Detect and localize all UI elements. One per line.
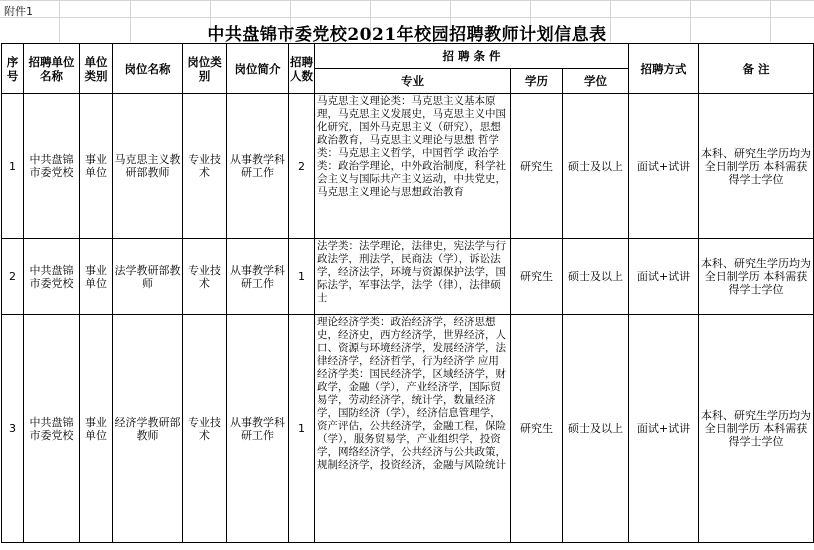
cell-degree: 硕士及以上 [563, 94, 629, 239]
cell-seq: 1 [2, 94, 24, 239]
header-post-name: 岗位名称 [113, 44, 183, 94]
cell-post-name: 经济学教研部教师 [113, 315, 183, 543]
cell-education: 研究生 [511, 315, 563, 543]
cell-major: 理论经济学类：政治经济学，经济思想史，经济史，西方经济学，世界经济，人口、资源与环境经济学，发展经济学，法律经济学，经济哲学，行为经济学 应用经济学类：国民经济学，区域经济学，财政学，金融（学），产业经济学，国际贸易学，劳动经济学，统计学，数量经济学，国防经济（学），经济信息管理学，资产评估，公共经济学，金融工程，保险（学），服务贸易学，产业组织学，投资学，网络经济学，公共经济与公共政策，规制经济学，投资经济，金融与风险统计 [315, 315, 511, 543]
header-major: 专业 [315, 69, 511, 94]
cell-degree: 硕士及以上 [563, 315, 629, 543]
cell-count: 1 [289, 239, 315, 315]
gridline [0, 0, 814, 1]
cell-post-intro: 从事教学科研工作 [227, 94, 289, 239]
header-remark: 备 注 [699, 44, 814, 94]
cell-count: 1 [289, 315, 315, 543]
header-unit-type: 单位类别 [80, 44, 113, 94]
cell-method: 面试+试讲 [629, 94, 699, 239]
attachment-label: 附件1 [4, 5, 33, 18]
header-method: 招聘方式 [629, 44, 699, 94]
cell-unit: 中共盘锦市委党校 [24, 239, 80, 315]
cell-post-type: 专业技术 [183, 315, 227, 543]
cell-unit: 中共盘锦市委党校 [24, 315, 80, 543]
cell-education: 研究生 [511, 239, 563, 315]
cell-seq: 3 [2, 315, 24, 543]
cell-post-type: 专业技术 [183, 239, 227, 315]
header-conditions: 招 聘 条 件 [315, 44, 629, 69]
cell-degree: 硕士及以上 [563, 239, 629, 315]
cell-seq: 2 [2, 239, 24, 315]
cell-unit-type: 事业单位 [80, 239, 113, 315]
page-title: 中共盘锦市委党校2021年校园招聘教师计划信息表 [207, 25, 607, 45]
table-row [2, 94, 814, 239]
cell-education: 研究生 [511, 94, 563, 239]
gridline [0, 17, 814, 18]
cell-post-intro: 从事教学科研工作 [227, 315, 289, 543]
cell-unit-type: 事业单位 [80, 94, 113, 239]
cell-count: 2 [289, 94, 315, 239]
header-post-type: 岗位类别 [183, 44, 227, 94]
recruitment-table [1, 43, 814, 543]
header-seq: 序号 [2, 44, 24, 94]
cell-unit: 中共盘锦市委党校 [24, 94, 80, 239]
cell-post-name: 马克思主义教研部教师 [113, 94, 183, 239]
cell-method: 面试+试讲 [629, 239, 699, 315]
header-unit: 招聘单位名称 [24, 44, 80, 94]
header-count: 招聘人数 [289, 44, 315, 94]
cell-post-intro: 从事教学科研工作 [227, 239, 289, 315]
cell-post-name: 法学教研部教师 [113, 239, 183, 315]
header-post-intro: 岗位简介 [227, 44, 289, 94]
cell-remark: 本科、研究生学历均为全日制学历 本科需获得学士学位 [699, 94, 814, 239]
table-row [2, 315, 814, 543]
header-education: 学历 [511, 69, 563, 94]
cell-major: 法学类：法学理论，法律史，宪法学与行政法学，刑法学，民商法（学），诉讼法学，经济法学，环境与资源保护法学，国际法学，军事法学，法学（律），法律硕士 [315, 239, 511, 315]
cell-major: 马克思主义理论类：马克思主义基本原理，马克思主义发展史，马克思主义中国化研究，国外马克思主义（研究），思想政治教育，马克思主义理论与思想 哲学类：马克思主义哲学，中国哲学 政治学类：政治学理论，中外政治制度，科学社会主义与国际共产主义运动，中共党史，马克思主义理论与思想政治教育 [315, 94, 511, 239]
cell-unit-type: 事业单位 [80, 315, 113, 543]
header-degree: 学位 [563, 69, 629, 94]
cell-remark: 本科、研究生学历均为全日制学历 本科需获得学士学位 [699, 315, 814, 543]
cell-method: 面试+试讲 [629, 315, 699, 543]
table-row [2, 239, 814, 315]
cell-remark: 本科、研究生学历均为全日制学历 本科需获得学士学位 [699, 239, 814, 315]
cell-post-type: 专业技术 [183, 94, 227, 239]
